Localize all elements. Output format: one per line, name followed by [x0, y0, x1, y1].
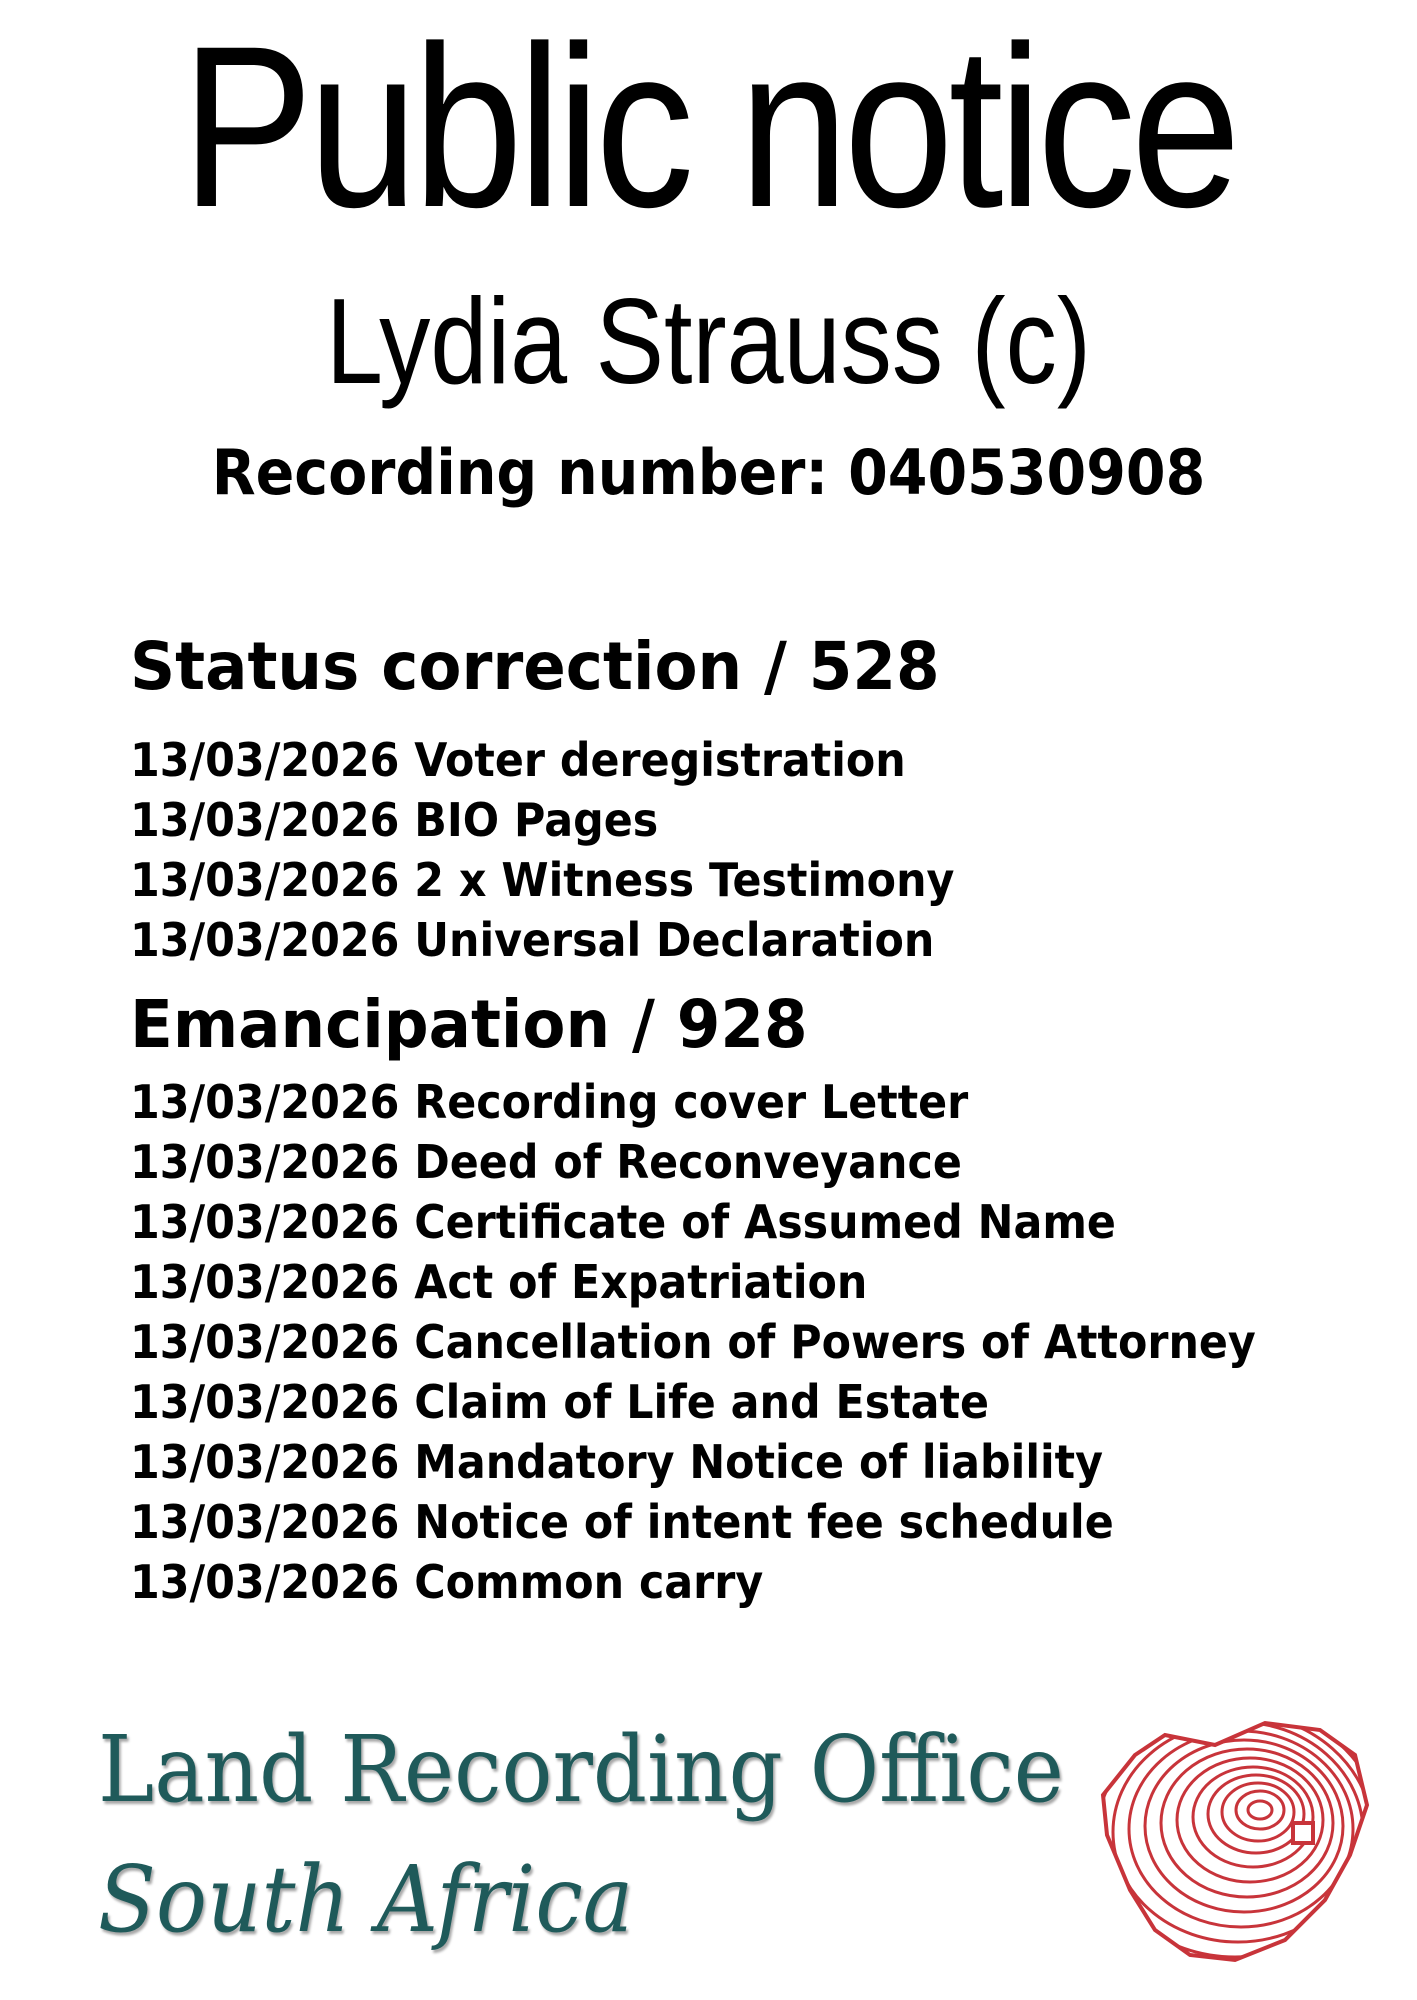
south-africa-map-fingerprint-icon	[1095, 1715, 1375, 1975]
list-item: 13/03/2026 Act of Expatriation	[130, 1255, 868, 1309]
list-item: 13/03/2026 Mandatory Notice of liability	[130, 1435, 1103, 1489]
list-item: 13/03/2026 Deed of Reconveyance	[130, 1135, 962, 1189]
list-item: 13/03/2026 Voter deregistration	[130, 733, 906, 787]
recording-number: Recording number: 040530908	[211, 436, 1206, 509]
list-item: 13/03/2026 BIO Pages	[130, 793, 659, 847]
notice-name: Lydia Strauss (c)	[325, 273, 1092, 409]
list-item: 13/03/2026 Cancellation of Powers of Attorney	[130, 1315, 1256, 1369]
list-item: 13/03/2026 2 x Witness Testimony	[130, 853, 955, 907]
office-name: Land Recording Office	[98, 1716, 1064, 1823]
section-heading-status-correction: Status correction / 528	[130, 628, 940, 705]
office-country: South Africa	[98, 1846, 634, 1953]
list-item: 13/03/2026 Common carry	[130, 1555, 764, 1609]
list-item: 13/03/2026 Certificate of Assumed Name	[130, 1195, 1116, 1249]
section-heading-emancipation: Emancipation / 928	[130, 986, 808, 1063]
list-item: 13/03/2026 Universal Declaration	[130, 913, 935, 967]
list-item: 13/03/2026 Claim of Life and Estate	[130, 1375, 989, 1429]
emancipation-list	[130, 1072, 1256, 1612]
status-correction-list	[130, 730, 954, 970]
notice-title: Public notice	[181, 0, 1236, 255]
list-item: 13/03/2026 Notice of intent fee schedule	[130, 1495, 1114, 1549]
list-item: 13/03/2026 Recording cover Letter	[130, 1075, 969, 1129]
